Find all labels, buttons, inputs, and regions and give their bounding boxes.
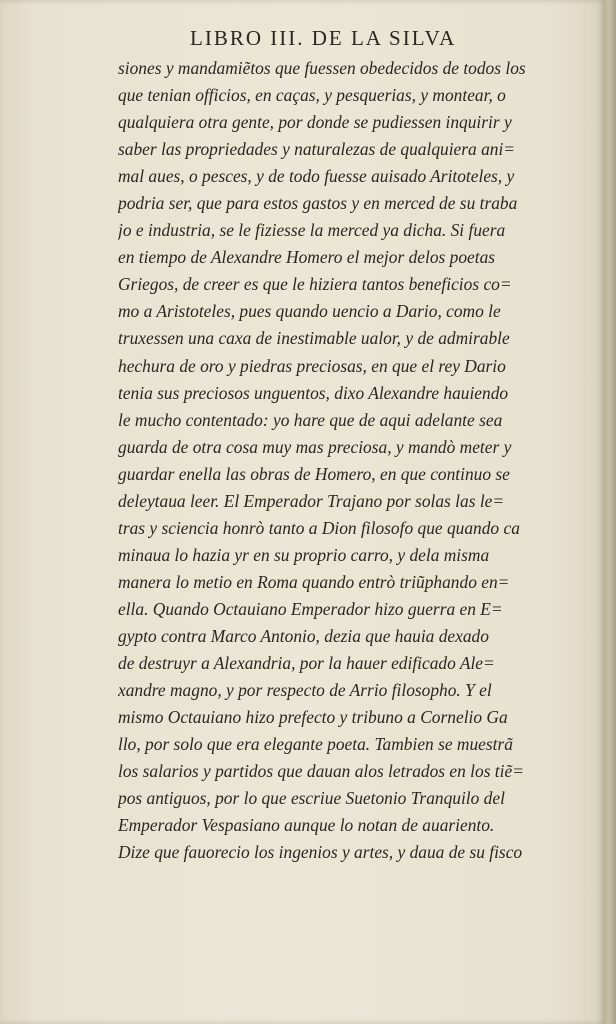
text-line: hechura de oro y piedras preciosas, en que el rey Dario [118, 355, 506, 376]
text-line: tras y sciencia honrò tanto a Dion filosofo que quando ca [118, 517, 520, 538]
text-line: saber las propriedades y naturalezas de qualquiera ani= [118, 139, 516, 160]
page-edge [604, 0, 616, 1024]
text-line: los salarios y partidos que dauan alos letrados en los tiẽ= [118, 761, 524, 782]
text-line: manera lo metio en Roma quando entrò triũphando en= [118, 571, 510, 592]
text-line: pos antiguos, por lo que escriue Suetonio Tranquilo del [118, 788, 505, 809]
text-line: xandre magno, y por respecto de Arrio filosopho. Y el [118, 680, 492, 701]
text-line: tenia sus preciosos unguentos, dixo Alexandre hauiendo [118, 382, 509, 403]
text-line: minaua lo hazia yr en su proprio carro, y dela misma [118, 544, 490, 565]
text-line: deleytaua leer. El Emperador Trajano por solas las le= [118, 490, 505, 511]
text-line: ella. Quando Octauiano Emperador hizo guerra en E= [118, 598, 503, 619]
text-line: guarda de otra cosa muy mas preciosa, y mandò meter y [118, 436, 512, 457]
text-line: Emperador Vespasiano aunque lo notan de auariento. [118, 815, 495, 836]
text-line: mismo Octauiano hizo prefecto y tribuno a Cornelio Ga [118, 707, 508, 728]
text-line: qualquiera otra gente, por donde se pudiessen inquirir y [118, 112, 512, 133]
text-line: mal aues, o pesces, y de todo fuesse auisado Aritoteles, y [118, 166, 515, 187]
text-line: guardar enella las obras de Homero, en que continuo se [118, 463, 510, 484]
text-line: Griegos, de creer es que le hiziera tantos beneficios co= [118, 274, 512, 295]
text-line: de destruyr a Alexandria, por la hauer edificado Ale= [118, 653, 495, 674]
text-line: le mucho contentado: yo hare que de aqui adelante sea [118, 409, 503, 430]
text-block [118, 55, 590, 866]
running-head: LIBRO III. DE LA SILVA [190, 26, 457, 50]
text-line: truxessen una caxa de inestimable ualor, y de admirable [118, 328, 510, 349]
text-line: gypto contra Marco Antonio, dezia que hauia dexado [118, 625, 489, 646]
text-line: que tenian officios, en caças, y pesquerias, y montear, o [118, 85, 506, 106]
text-line: siones y mandamiẽtos que fuessen obedecidos de todos los [118, 58, 526, 78]
text-line: llo, por solo que era elegante poeta. Tambien se muestrã [118, 734, 513, 755]
text-line: podria ser, que para estos gastos y en merced de su traba [118, 193, 518, 214]
text-line: Dize que fauorecio los ingenios y artes, y daua de su fisco [118, 842, 523, 863]
text-line: en tiempo de Alexandre Homero el mejor delos poetas [118, 247, 496, 268]
text-line: jo e industria, se le fiziesse la merced ya dicha. Si fuera [118, 220, 506, 241]
text-line: mo a Aristoteles, pues quando uencio a Dario, como le [118, 301, 501, 322]
